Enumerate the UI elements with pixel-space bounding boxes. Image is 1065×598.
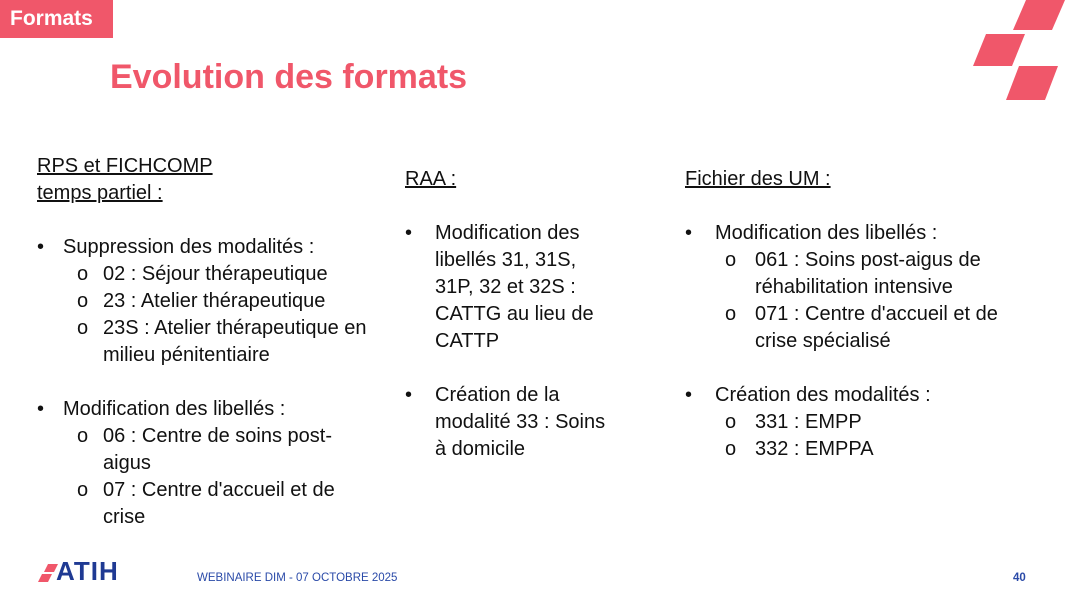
list-item: • Création des modalités : (685, 382, 1025, 409)
footer-event: WEBINAIRE DIM - 07 OCTOBRE 2025 (197, 572, 398, 584)
list-item: • Suppression des modalités : (37, 234, 382, 261)
column-rps (37, 153, 382, 531)
column-heading: RPS et FICHCOMP (37, 155, 213, 177)
sub-list-item: o 332 : EMPPA (725, 436, 1025, 463)
atih-logo: ATIH (56, 556, 119, 586)
sub-list-item: o 061 : Soins post-aigus de réhabilitation intensive (725, 247, 1015, 301)
list-item: • Modification des libellés : (37, 396, 382, 423)
sub-list-item: o 06 : Centre de soins post-aigus (77, 423, 363, 477)
sub-list-item: o 02 : Séjour thérapeutique (77, 261, 382, 288)
page-title: Evolution des formats (110, 58, 468, 96)
sub-list-item: o 07 : Centre d'accueil et de crise (77, 477, 373, 531)
column-heading: RAA : (405, 168, 457, 190)
column-heading-line2: temps partiel : (37, 182, 163, 204)
decorative-shape-icon (968, 0, 1065, 104)
list-item: • Création de la modalité 33 : Soins à domicile (405, 382, 615, 463)
section-tag: Formats (0, 0, 113, 38)
column-heading: Fichier des UM : (685, 168, 831, 190)
sub-list-item: o 23S : Atelier thérapeutique en milieu pénitentiaire (77, 315, 382, 369)
list-item: • Modification des libellés : (685, 220, 1025, 247)
sub-list-item: o 331 : EMPP (725, 409, 1025, 436)
column-um (685, 166, 1025, 463)
list-item: • Modification des libellés 31, 31S, 31P, 32 et 32S : CATTG au lieu de CATTP (405, 220, 615, 355)
sub-list-item: o 071 : Centre d'accueil et de crise spécialisé (725, 301, 1005, 355)
sub-list-item: o 23 : Atelier thérapeutique (77, 288, 382, 315)
column-raa (405, 166, 635, 463)
page-number: 40 (1013, 572, 1026, 584)
